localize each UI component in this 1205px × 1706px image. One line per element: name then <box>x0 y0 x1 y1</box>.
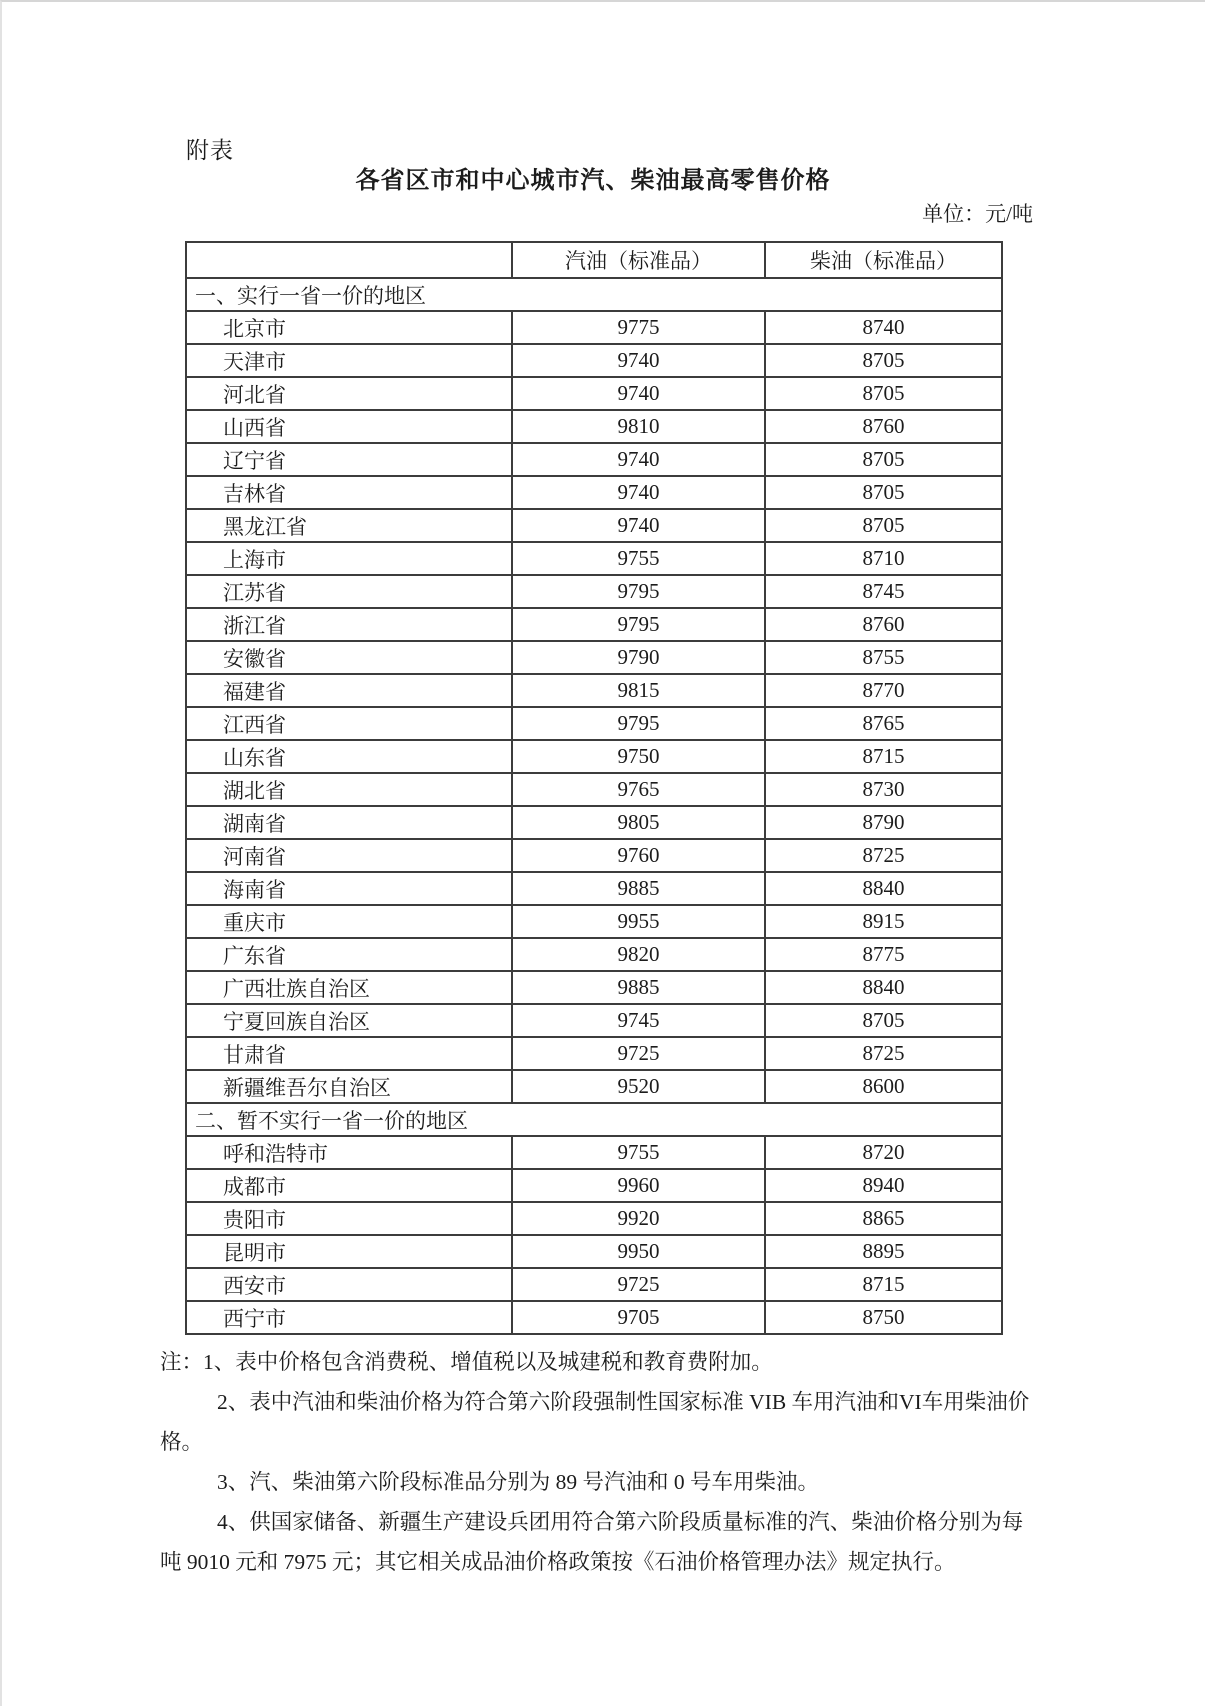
diesel-price-cell: 8720 <box>765 1136 1002 1169</box>
diesel-price-cell: 8895 <box>765 1235 1002 1268</box>
region-cell: 广西壮族自治区 <box>186 971 512 1004</box>
table-row <box>186 839 1002 872</box>
gasoline-price-cell: 9960 <box>512 1169 765 1202</box>
table-row <box>186 311 1002 344</box>
annex-label: 附表 <box>186 138 234 163</box>
region-cell: 湖北省 <box>186 773 512 806</box>
table-row <box>186 1136 1002 1169</box>
gasoline-price-cell: 9885 <box>512 872 765 905</box>
region-cell: 新疆维吾尔自治区 <box>186 1070 512 1103</box>
table-row <box>186 971 1002 1004</box>
table-row <box>186 740 1002 773</box>
region-cell: 江西省 <box>186 707 512 740</box>
diesel-price-cell: 8840 <box>765 971 1002 1004</box>
gasoline-price-cell: 9705 <box>512 1301 765 1334</box>
diesel-price-cell: 8775 <box>765 938 1002 971</box>
gasoline-price-cell: 9520 <box>512 1070 765 1103</box>
region-cell: 贵阳市 <box>186 1202 512 1235</box>
table-row <box>186 1169 1002 1202</box>
note-line: 4、供国家储备、新疆生产建设兵团用符合第六阶段质量标准的汽、柴油价格分别为每 <box>217 1510 1024 1534</box>
gasoline-price-cell: 9750 <box>512 740 765 773</box>
region-cell: 河南省 <box>186 839 512 872</box>
gasoline-price-cell: 9725 <box>512 1268 765 1301</box>
table-header-row <box>186 242 1002 278</box>
diesel-price-cell: 8725 <box>765 1037 1002 1070</box>
diesel-price-cell: 8750 <box>765 1301 1002 1334</box>
table-row <box>186 1004 1002 1037</box>
table-row <box>186 509 1002 542</box>
note-line: 2、表中汽油和柴油价格为符合第六阶段强制性国家标准 VIB 车用汽油和VI车用柴油价 <box>217 1390 1030 1414</box>
diesel-price-cell: 8770 <box>765 674 1002 707</box>
diesel-price-cell: 8730 <box>765 773 1002 806</box>
section-heading: 一、实行一省一价的地区 <box>186 278 1002 311</box>
table-row <box>186 674 1002 707</box>
table-row <box>186 773 1002 806</box>
section-heading-row <box>186 1103 1002 1136</box>
gasoline-price-cell: 9740 <box>512 344 765 377</box>
section-heading-row <box>186 278 1002 311</box>
region-cell: 海南省 <box>186 872 512 905</box>
region-cell: 江苏省 <box>186 575 512 608</box>
diesel-price-cell: 8710 <box>765 542 1002 575</box>
region-cell: 吉林省 <box>186 476 512 509</box>
gasoline-price-cell: 9740 <box>512 509 765 542</box>
region-cell: 北京市 <box>186 311 512 344</box>
diesel-price-cell: 8600 <box>765 1070 1002 1103</box>
table-row <box>186 1301 1002 1334</box>
diesel-price-cell: 8715 <box>765 1268 1002 1301</box>
region-cell: 天津市 <box>186 344 512 377</box>
region-cell: 宁夏回族自治区 <box>186 1004 512 1037</box>
diesel-price-cell: 8915 <box>765 905 1002 938</box>
price-table <box>185 241 1003 1335</box>
table-row <box>186 443 1002 476</box>
region-cell: 山西省 <box>186 410 512 443</box>
unit-label: 单位：元/吨 <box>922 202 1033 226</box>
notes <box>160 1342 1060 1582</box>
diesel-price-cell: 8705 <box>765 476 1002 509</box>
note-line: 3、汽、柴油第六阶段标准品分别为 89 号汽油和 0 号车用柴油。 <box>217 1470 820 1494</box>
region-cell: 甘肃省 <box>186 1037 512 1070</box>
region-cell: 湖南省 <box>186 806 512 839</box>
region-cell: 山东省 <box>186 740 512 773</box>
table-row <box>186 608 1002 641</box>
note-line: 注：1、表中价格包含消费税、增值税以及城建税和教育费附加。 <box>160 1350 773 1374</box>
gasoline-price-cell: 9795 <box>512 707 765 740</box>
gasoline-price-cell: 9805 <box>512 806 765 839</box>
region-cell: 黑龙江省 <box>186 509 512 542</box>
section-heading: 二、暂不实行一省一价的地区 <box>186 1103 1002 1136</box>
table-row <box>186 1235 1002 1268</box>
region-cell: 西宁市 <box>186 1301 512 1334</box>
diesel-column-header: 柴油（标准品） <box>765 242 1002 278</box>
table-row <box>186 344 1002 377</box>
gasoline-price-cell: 9955 <box>512 905 765 938</box>
gasoline-price-cell: 9815 <box>512 674 765 707</box>
table-row <box>186 1037 1002 1070</box>
table-row <box>186 806 1002 839</box>
diesel-price-cell: 8745 <box>765 575 1002 608</box>
diesel-price-cell: 8705 <box>765 443 1002 476</box>
gasoline-price-cell: 9790 <box>512 641 765 674</box>
gasoline-price-cell: 9920 <box>512 1202 765 1235</box>
diesel-price-cell: 8705 <box>765 344 1002 377</box>
table-row <box>186 872 1002 905</box>
gasoline-price-cell: 9760 <box>512 839 765 872</box>
table-row <box>186 1070 1002 1103</box>
gasoline-price-cell: 9745 <box>512 1004 765 1037</box>
region-cell: 辽宁省 <box>186 443 512 476</box>
diesel-price-cell: 8865 <box>765 1202 1002 1235</box>
diesel-price-cell: 8765 <box>765 707 1002 740</box>
diesel-price-cell: 8725 <box>765 839 1002 872</box>
region-cell: 呼和浩特市 <box>186 1136 512 1169</box>
gasoline-price-cell: 9755 <box>512 542 765 575</box>
note-line: 吨 9010 元和 7975 元；其它相关成品油价格政策按《石油价格管理办法》规定执行。 <box>160 1550 956 1574</box>
gasoline-price-cell: 9795 <box>512 608 765 641</box>
table-row <box>186 377 1002 410</box>
table-row <box>186 905 1002 938</box>
gasoline-price-cell: 9740 <box>512 443 765 476</box>
diesel-price-cell: 8705 <box>765 377 1002 410</box>
gasoline-price-cell: 9795 <box>512 575 765 608</box>
table-row <box>186 542 1002 575</box>
diesel-price-cell: 8740 <box>765 311 1002 344</box>
gasoline-price-cell: 9725 <box>512 1037 765 1070</box>
region-cell: 安徽省 <box>186 641 512 674</box>
region-column-header <box>186 242 512 278</box>
diesel-price-cell: 8755 <box>765 641 1002 674</box>
table-row <box>186 938 1002 971</box>
gasoline-column-header: 汽油（标准品） <box>512 242 765 278</box>
gasoline-price-cell: 9885 <box>512 971 765 1004</box>
diesel-price-cell: 8840 <box>765 872 1002 905</box>
diesel-price-cell: 8715 <box>765 740 1002 773</box>
gasoline-price-cell: 9775 <box>512 311 765 344</box>
table-row <box>186 641 1002 674</box>
region-cell: 浙江省 <box>186 608 512 641</box>
table-row <box>186 410 1002 443</box>
table-row <box>186 707 1002 740</box>
diesel-price-cell: 8760 <box>765 608 1002 641</box>
table-row <box>186 1202 1002 1235</box>
gasoline-price-cell: 9740 <box>512 377 765 410</box>
region-cell: 重庆市 <box>186 905 512 938</box>
diesel-price-cell: 8760 <box>765 410 1002 443</box>
diesel-price-cell: 8790 <box>765 806 1002 839</box>
region-cell: 福建省 <box>186 674 512 707</box>
note-line: 格。 <box>160 1430 204 1454</box>
gasoline-price-cell: 9820 <box>512 938 765 971</box>
gasoline-price-cell: 9740 <box>512 476 765 509</box>
region-cell: 昆明市 <box>186 1235 512 1268</box>
region-cell: 西安市 <box>186 1268 512 1301</box>
table-row <box>186 575 1002 608</box>
gasoline-price-cell: 9765 <box>512 773 765 806</box>
table-row <box>186 1268 1002 1301</box>
diesel-price-cell: 8705 <box>765 1004 1002 1037</box>
page-title: 各省区市和中心城市汽、柴油最高零售价格 <box>355 168 831 194</box>
region-cell: 河北省 <box>186 377 512 410</box>
diesel-price-cell: 8940 <box>765 1169 1002 1202</box>
diesel-price-cell: 8705 <box>765 509 1002 542</box>
gasoline-price-cell: 9950 <box>512 1235 765 1268</box>
region-cell: 成都市 <box>186 1169 512 1202</box>
gasoline-price-cell: 9810 <box>512 410 765 443</box>
region-cell: 广东省 <box>186 938 512 971</box>
table-row <box>186 476 1002 509</box>
gasoline-price-cell: 9755 <box>512 1136 765 1169</box>
region-cell: 上海市 <box>186 542 512 575</box>
